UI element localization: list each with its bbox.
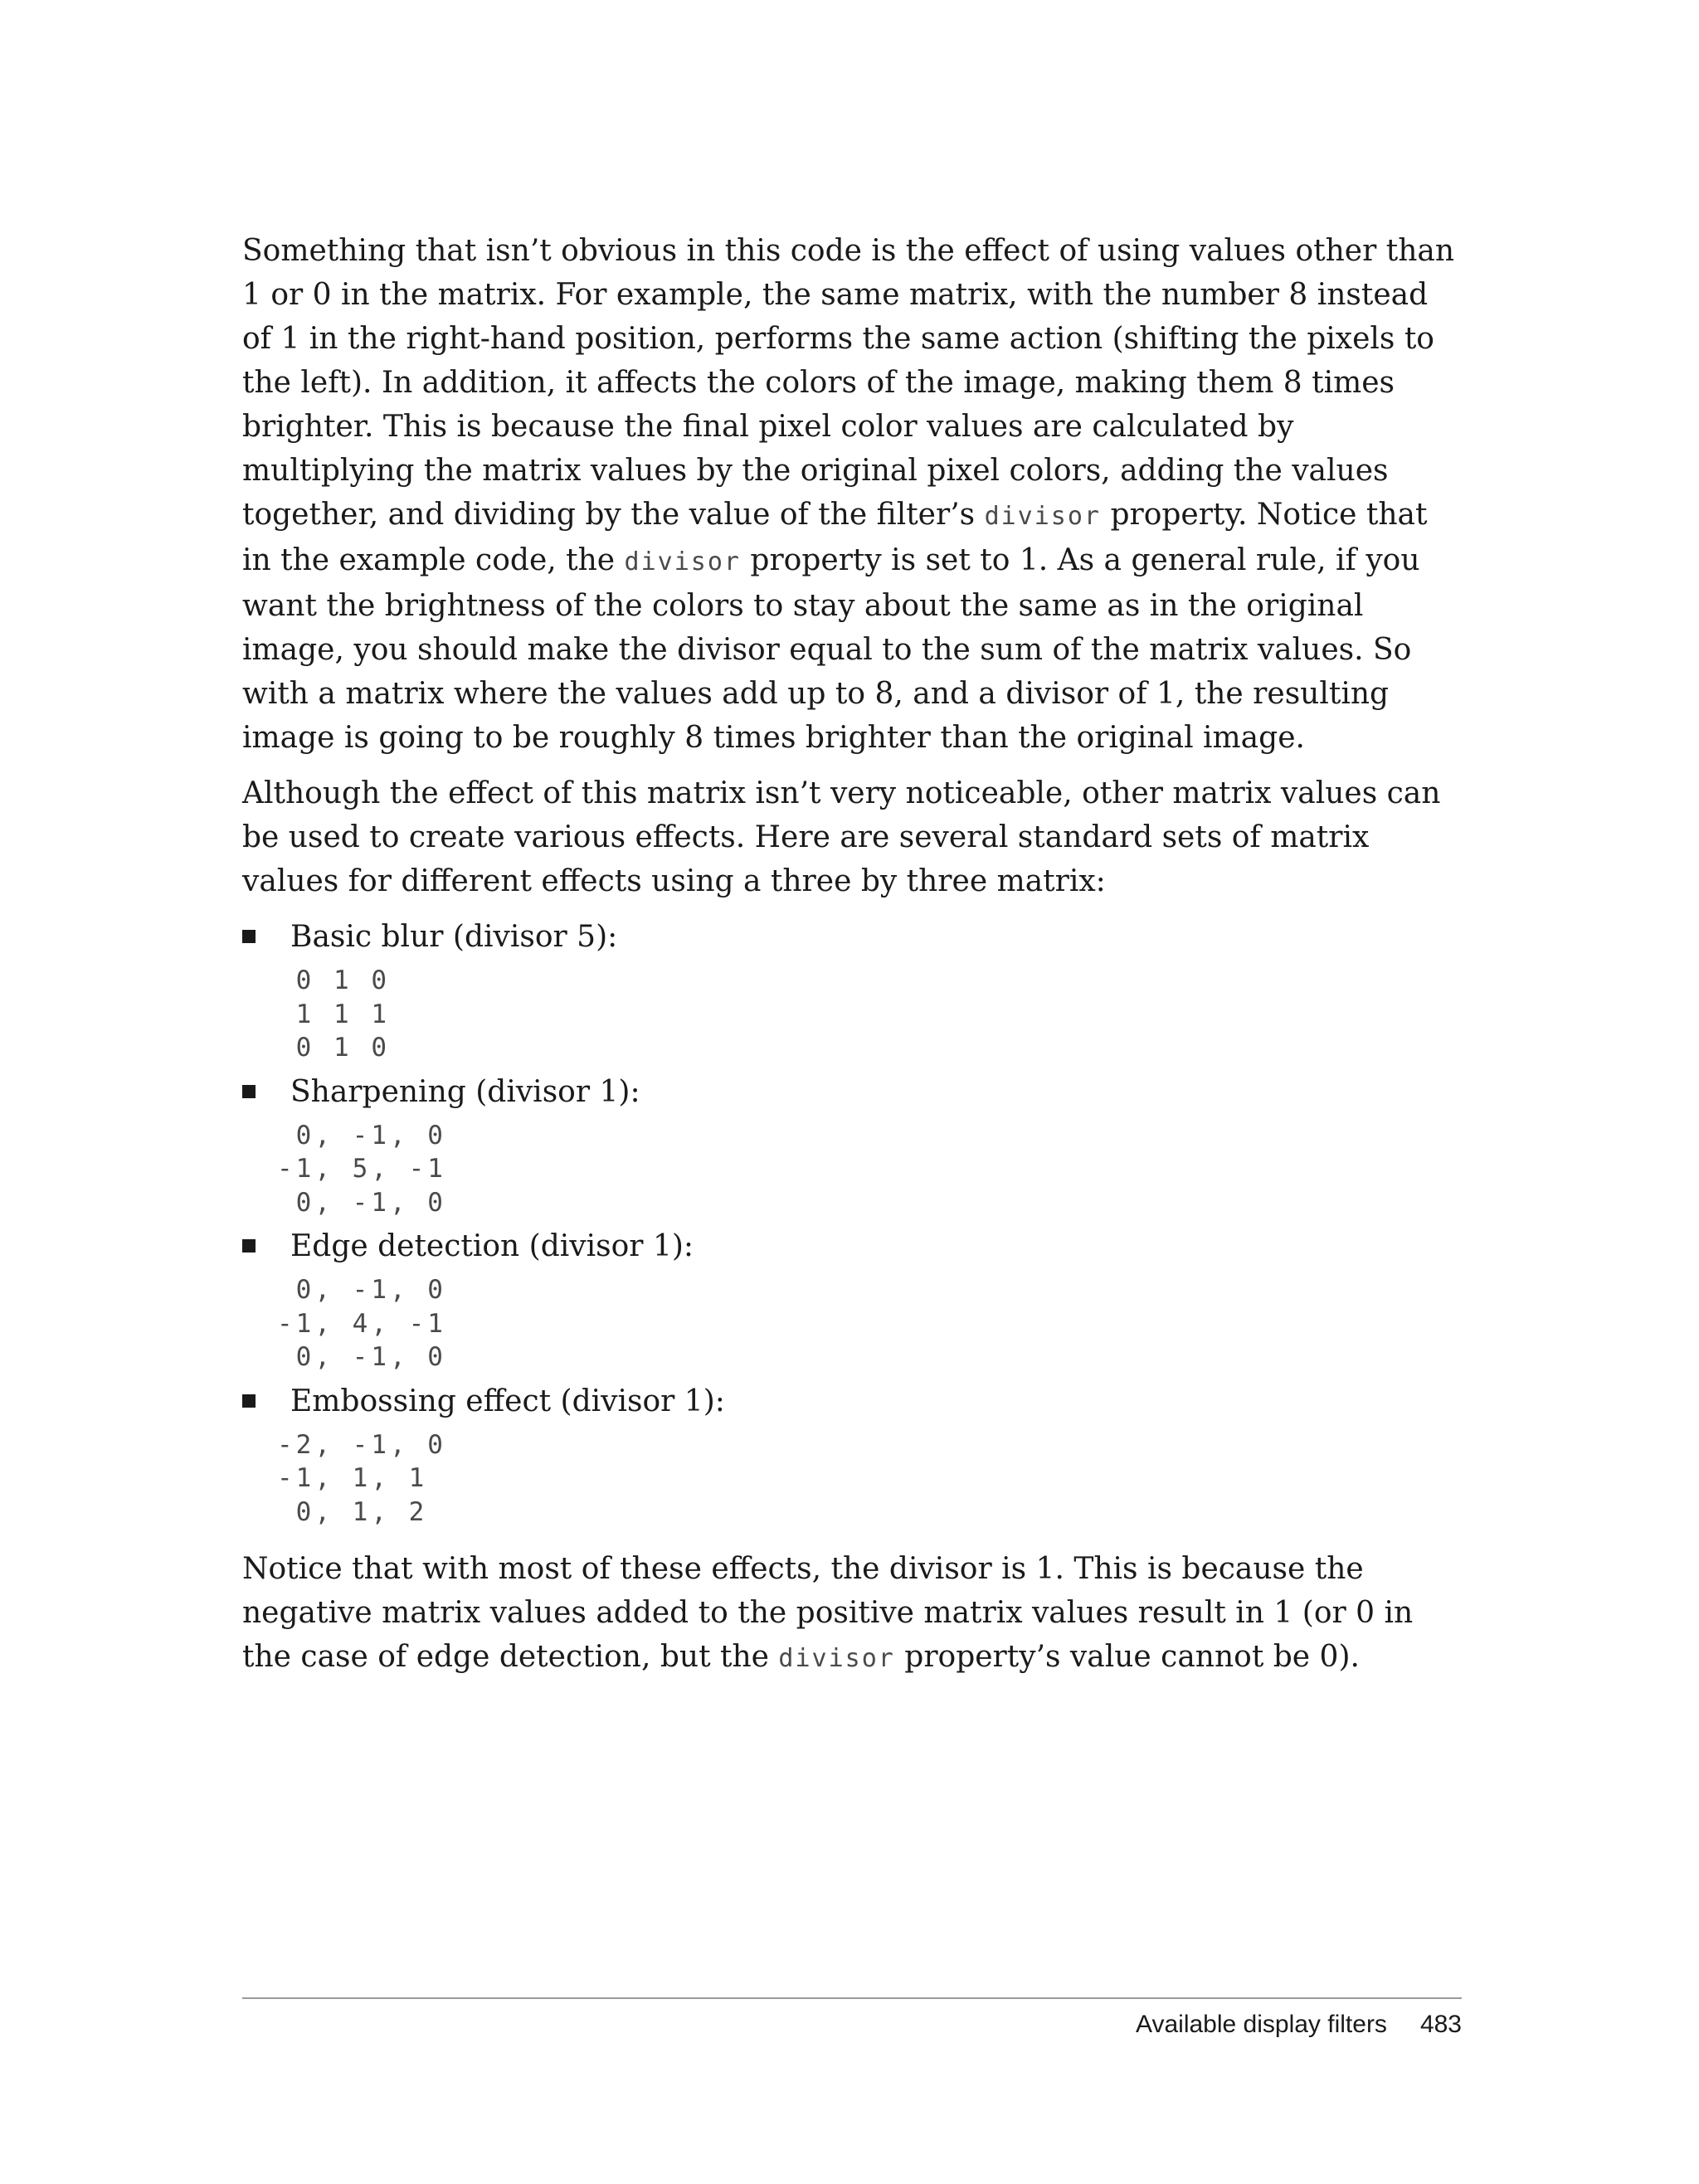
divisor-code-2: divisor xyxy=(624,547,741,576)
effect-item-blur xyxy=(242,915,1462,1065)
matrix-row: 0, -1, 0 xyxy=(277,1342,446,1372)
paragraph3-text-b: property’s value cannot be 0). xyxy=(894,1640,1360,1674)
matrix-row: 0 1 0 xyxy=(277,1033,390,1063)
matrix-row: 0 1 0 xyxy=(277,966,390,995)
paragraph-effects-intro: Although the effect of this matrix isn’t very noticeable, other matrix values can be used to create various effects. Here are several standard sets of matrix values for different effects using a three by three matrix: xyxy=(242,776,1441,898)
paragraph3-text-a: Notice that with most of these effects, the divisor is 1. This is because the negative matrix values added to the positive matrix values result in 1 (or 0 in the case of edge detection, but the xyxy=(242,1552,1414,1674)
square-bullet-icon xyxy=(242,1394,256,1408)
square-bullet-icon xyxy=(242,1085,256,1098)
matrix-row: 0, 1, 2 xyxy=(277,1496,428,1527)
matrix-row: 1 1 1 xyxy=(277,999,390,1029)
divisor-code-1: divisor xyxy=(984,502,1101,531)
effect-item-edge-detection xyxy=(242,1224,1462,1374)
effect-label: Edge detection (divisor 1): xyxy=(290,1229,694,1263)
matrix-row: -2, -1, 0 xyxy=(277,1429,446,1460)
paragraph-divisor-note xyxy=(242,1547,1462,1681)
paragraph1-text-c: property is set to 1. As a general rule, if you want the brightness of the colors to stay about the same as in the original image, you should make the divisor equal to the sum of the matrix values. So with a matrix where the values add up to 8, and a divisor of 1, the resulting image is going to be roughly 8 times brighter than the original image. xyxy=(242,543,1420,755)
matrix-row: -1, 1, 1 xyxy=(277,1463,428,1493)
effect-label: Embossing effect (divisor 1): xyxy=(290,1384,725,1418)
matrix-row: 0, -1, 0 xyxy=(277,1120,446,1150)
effect-label: Basic blur (divisor 5): xyxy=(290,920,618,954)
effect-label: Sharpening (divisor 1): xyxy=(290,1074,640,1109)
divisor-code-3: divisor xyxy=(778,1644,895,1673)
footer-divider xyxy=(242,1997,1462,1999)
matrix-code-block xyxy=(242,1273,1462,1374)
matrix-row: 0, -1, 0 xyxy=(277,1187,446,1218)
matrix-row: 0, -1, 0 xyxy=(277,1275,446,1305)
effect-item-sharpening xyxy=(242,1070,1462,1220)
running-footer-title: Available display filters xyxy=(1136,2011,1387,2038)
paragraph-matrix-values xyxy=(242,229,1462,760)
square-bullet-icon xyxy=(242,1239,256,1253)
matrix-code-block xyxy=(242,1428,1462,1530)
page-footer xyxy=(242,1997,1462,2039)
square-bullet-icon xyxy=(242,930,256,943)
paragraph1-text-b: property. Notice that in the example code, the xyxy=(242,498,1428,577)
page-content xyxy=(242,229,1462,1692)
paragraph1-text-a: Something that isn’t obvious in this code is the effect of using values other than 1 or 0 in the matrix. For example, the same matrix, with the number 8 instead of 1 in the right-hand position, performs the same action (shifting the pixels to the left). In addition, it affects the colors of the image, making them 8 times brighter. This is because the final pixel color values are calculated by multiplying the matrix values by the original pixel colors, adding the values together, and dividing by the value of the filter’s xyxy=(242,234,1455,532)
matrix-code-block xyxy=(242,1119,1462,1220)
matrix-row: -1, 4, -1 xyxy=(277,1308,446,1339)
page-number: 483 xyxy=(1419,2011,1462,2038)
effects-list xyxy=(242,915,1462,1529)
matrix-code-block xyxy=(242,964,1462,1065)
matrix-row: -1, 5, -1 xyxy=(277,1154,446,1184)
effect-item-embossing xyxy=(242,1379,1462,1530)
